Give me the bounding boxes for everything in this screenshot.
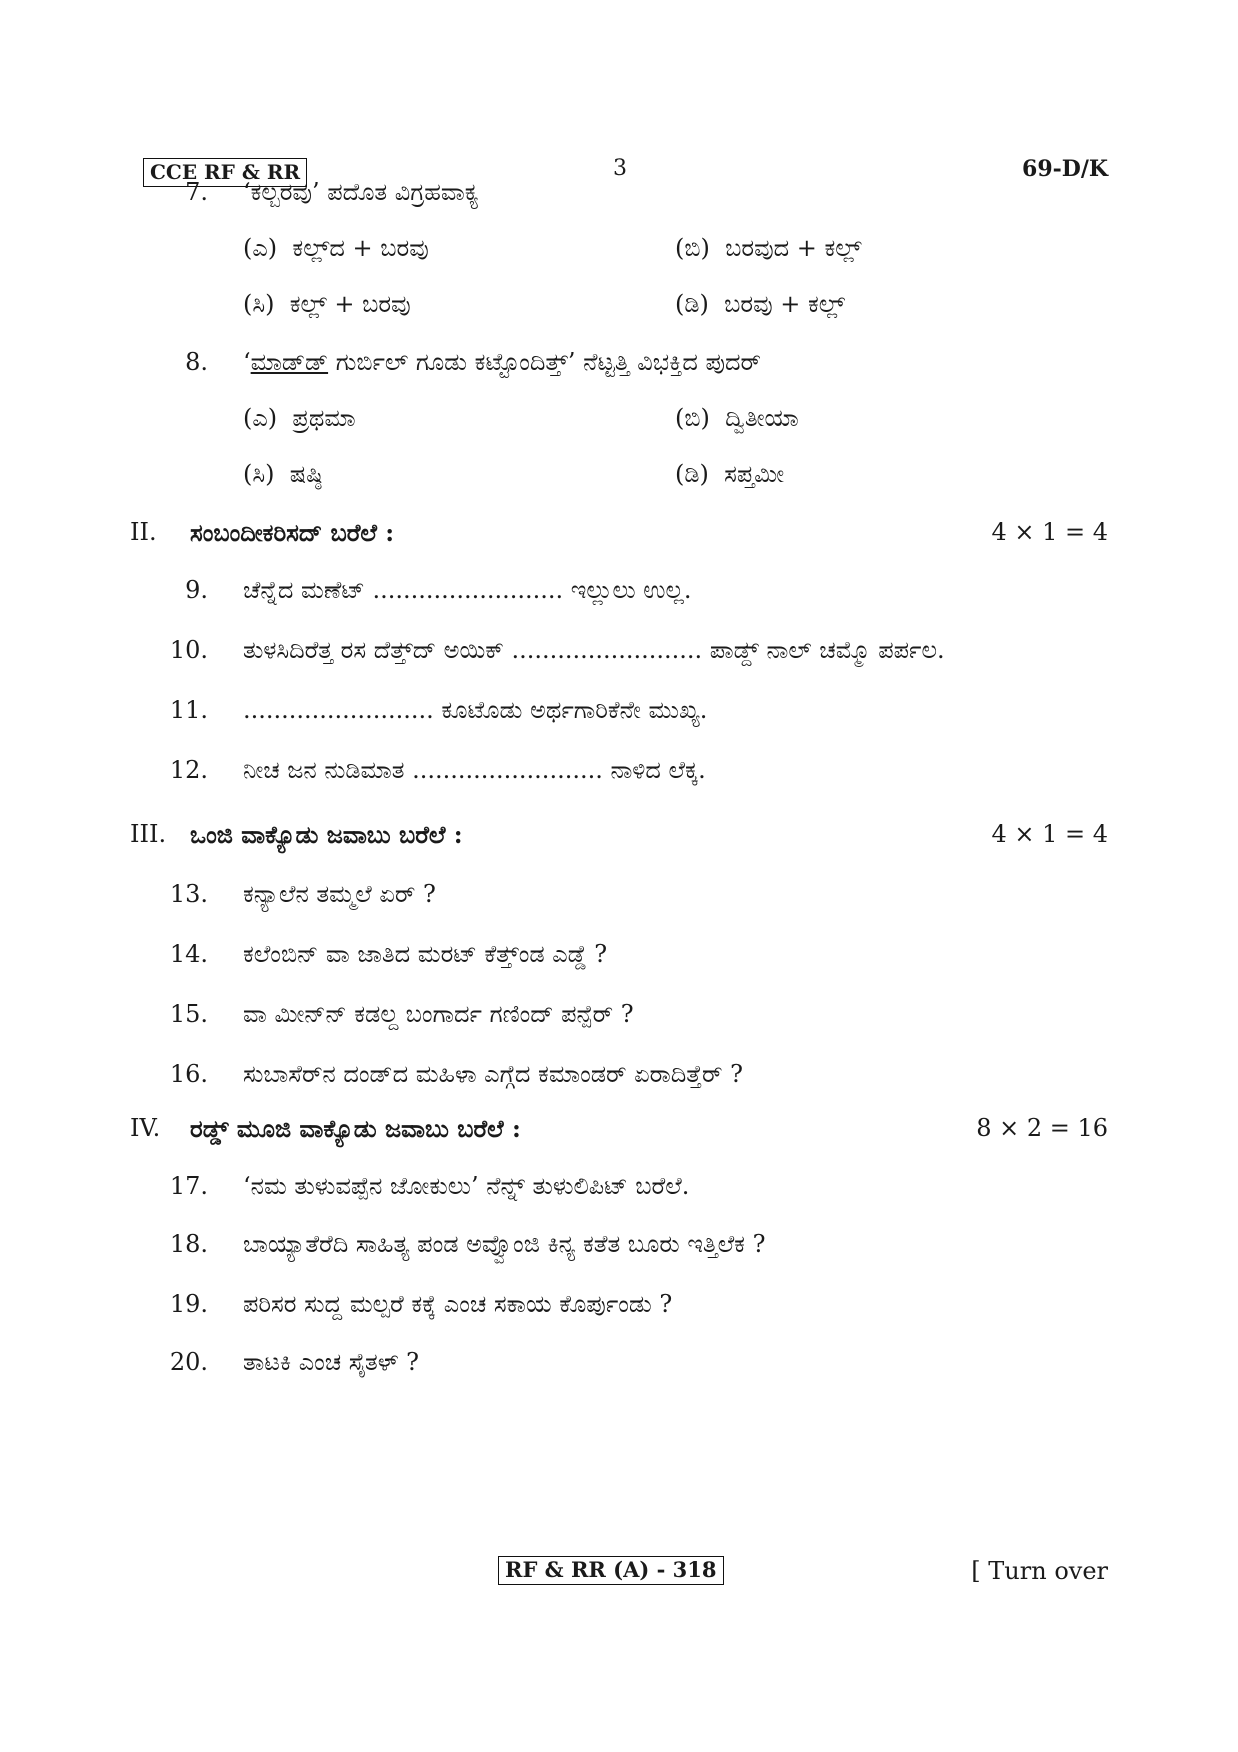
question-text: ಚೆನ್ನೆದ ಮಣೆಟ್ ......................... ಇಲ್ಲುಲು ಉಲ್ಲ.: [243, 576, 692, 604]
question-text: ಸುಬಾಸೆರ್‌ನ ದಂಡ್‌ದ ಮಹಿಳಾ ಎಗ್ಗೆದ ಕಮಾಂಡರ್ ಏರಾದಿತ್ತೆರ್ ?: [243, 1060, 743, 1088]
section-number: IV.: [130, 1114, 161, 1142]
question-number: 11.: [169, 696, 208, 724]
turn-over-note: [ Turn over: [971, 1557, 1108, 1585]
question-number: 10.: [169, 636, 208, 664]
question-number: 15.: [169, 1000, 208, 1028]
question-text: ‘ನಮ ತುಳುವಪ್ಪೆನ ಜೋಕುಲು’ ನೆನ್ನ್ ತುಳುಲಿಪಿಟ್ ಬರೆಲೆ.: [243, 1172, 690, 1200]
question-number: 19.: [169, 1290, 208, 1318]
section-title: ರಡ್ಡ್ ಮೂಜಿ ವಾಕ್ಯೊಡು ಜವಾಬು ಬರೆಲೆ :: [190, 1114, 521, 1143]
section-number: II.: [130, 518, 157, 546]
question-text: ಕನ್ಯಾಲೆನ ತಮ್ಮಲೆ ಏರ್ ?: [243, 880, 436, 908]
option-c: (ಸಿ) ಷಷ್ಠಿ: [243, 460, 323, 488]
question-number: 12.: [169, 756, 208, 784]
section-marks: 8 × 2 = 16: [976, 1114, 1108, 1142]
section-number: III.: [130, 820, 167, 848]
question-text: ......................... ಕೂಟೊಡು ಅರ್ಥಗಾರಿಕೆನೇ ಮುಖ್ಯ.: [243, 696, 708, 724]
question-text: ‘ಮಾಡ್‌ಡ್ ಗುರ್ಬಿಲ್ ಗೂಡು ಕಟ್ಟೊಂದಿತ್ತ್’ ನೆಟ್ಟತ್ತಿ ವಿಭಕ್ತಿದ ಪುದರ್: [243, 348, 762, 376]
option-a: (ಎ) ಕಲ್ಲ್‌ದ + ಬರವು: [243, 234, 429, 262]
option-d: (ಡಿ) ಬರವು + ಕಲ್ಲ್: [675, 290, 845, 318]
option-b: (ಬಿ) ದ್ವಿತೀಯಾ: [675, 404, 799, 432]
question-text: ಕಲೆಂಬಿನ್ ವಾ ಜಾತಿದ ಮರಟ್ ಕೆತ್ತ್‌ಂಡ ಎಡ್ಡೆ ?: [243, 940, 608, 968]
question-number: 18.: [169, 1230, 208, 1258]
page-number: 3: [613, 156, 627, 181]
question-number: 13.: [169, 880, 208, 908]
question-text: ತಾಟಕಿ ಎಂಚ ಸೈತಳ್ ?: [243, 1348, 420, 1376]
question-number: 8.: [185, 348, 208, 376]
question-number: 7.: [185, 178, 208, 206]
question-number: 17.: [169, 1172, 208, 1200]
question-text: ಪರಿಸರ ಸುದ್ದ ಮಲ್ಪರೆ ಕಕ್ಕೆ ಎಂಚ ಸಕಾಯ ಕೊರ್ಪುಂಡು ?: [243, 1290, 673, 1318]
option-c: (ಸಿ) ಕಲ್ಲ್ + ಬರವು: [243, 290, 411, 318]
section-marks: 4 × 1 = 4: [991, 518, 1108, 546]
option-d: (ಡಿ) ಸಪ್ತಮೀ: [675, 460, 785, 488]
question-text: ತುಳಸಿದಿರೆತ್ತ ರಸ ದೆತ್ತ್‌ದ್ ಅಯಿಕ್ ......................... ಪಾಡ್ದ್ ನಾಲ್ ಚಮ್ಮೊ ಪರ್ಪಲ.: [243, 636, 945, 664]
question-text: ನೀಚ ಜನ ನುಡಿಮಾತ ......................... ನಾಳಿದ ಲೆಕ್ಕ.: [243, 756, 706, 784]
section-title: ಸಂಬಂದೀಕರಿಸದ್ ಬರೆಲೆ :: [190, 518, 395, 547]
exam-code-label: CCE RF & RR: [143, 158, 307, 187]
question-text: ವಾ ಮೀನ್‌ನ್ ಕಡಲ್ದ ಬಂಗಾರ್ದ ಗಣಿಂದ್ ಪನ್ಪೆರ್ ?: [243, 1000, 634, 1028]
question-number: 9.: [185, 576, 208, 604]
option-b: (ಬಿ) ಬರವುದ + ಕಲ್ಲ್: [675, 234, 862, 262]
question-number: 14.: [169, 940, 208, 968]
paper-code: 69-D/K: [1022, 156, 1108, 182]
question-number: 20.: [169, 1348, 208, 1376]
question-text: ‘ಕಲ್ಬರವು’ ಪದೊತ ವಿಗ್ರಹವಾಕ್ಯ: [243, 178, 479, 206]
underlined-word: ಮಾಡ್‌ಡ್: [250, 348, 329, 376]
question-text: ಬಾಯ್ಯಾತೆರೆದಿ ಸಾಹಿತ್ಯ ಪಂಡ ಅವ್ವೊಂಜಿ ಕಿನ್ಯ ಕತೆತ ಬೂರು ಇತ್ತಿಲೆಕ ?: [243, 1230, 766, 1258]
section-title: ಒಂಜಿ ವಾಕ್ಯೊಡು ಜವಾಬು ಬರೆಲೆ :: [190, 820, 463, 849]
option-a: (ಎ) ಪ್ರಥಮಾ: [243, 404, 356, 432]
question-number: 16.: [169, 1060, 208, 1088]
section-marks: 4 × 1 = 4: [991, 820, 1108, 848]
footer-code: RF & RR (A) - 318: [498, 1556, 724, 1585]
